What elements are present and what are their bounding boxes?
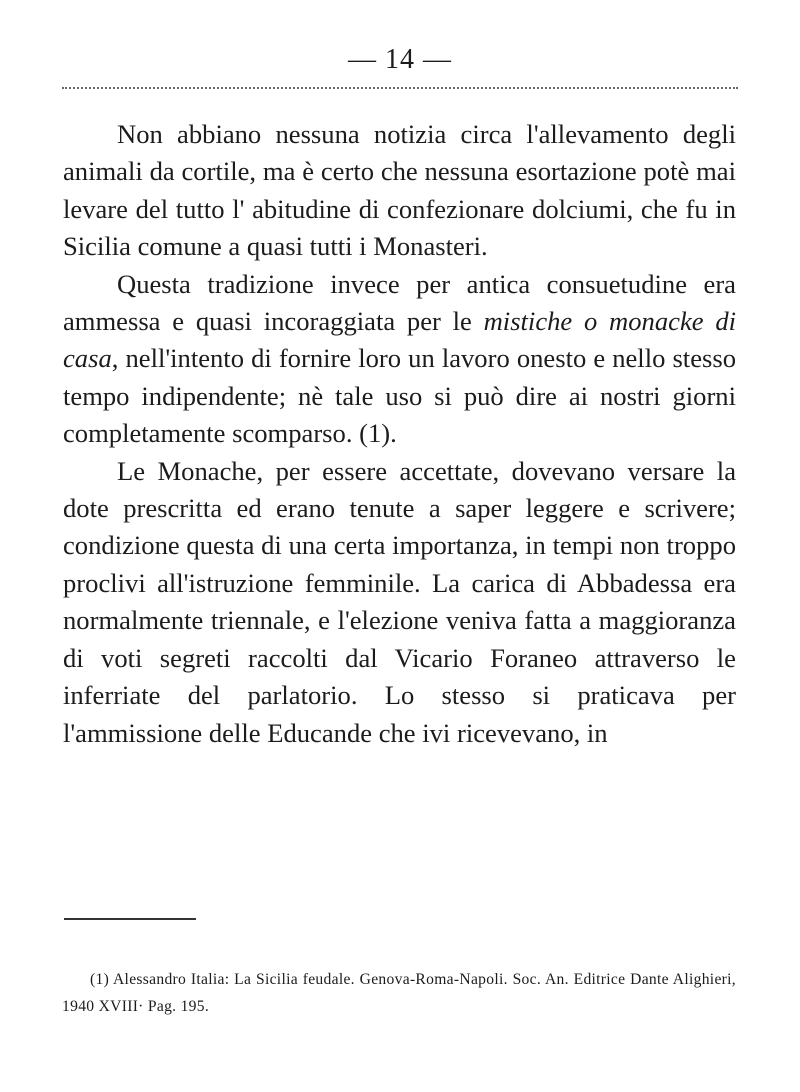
footnote-rule bbox=[64, 918, 196, 920]
page-number: — 14 — bbox=[348, 44, 452, 75]
body-text bbox=[63, 116, 736, 752]
header-dotted-rule bbox=[62, 87, 738, 89]
paragraph-2 bbox=[63, 266, 736, 453]
footnote-text: (1) Alessandro Italia: La Sicilia feudale. Genova-Roma-Napoli. Soc. An. Editrice Dante Alighieri, 1940 XVIII· Pag. 195. bbox=[62, 971, 736, 1015]
paragraph-3: Le Monache, per essere accettate, dovevano versare la dote prescritta ed erano tenute a saper leggere e scrivere; condizione questa di una certa importanza, in tempi non troppo proclivi all'istruzione femminile. La carica di Abbadessa era normalmente triennale, e l'elezione veniva fatta a maggioranza di voti segreti raccolti dal Vicario Foraneo attraverso le inferriate del parlatorio. Lo stesso si praticava per l'ammissione delle Educande che ivi ricevevano, in bbox=[63, 455, 736, 748]
paragraph-2-italic-phrase: mistiche o monacke di casa bbox=[63, 306, 737, 374]
paragraph-2-text-start: Questa tradizione invece per antica consuetudine era ammessa e quasi incoraggiata per le bbox=[63, 268, 736, 337]
footnote bbox=[62, 966, 736, 1020]
paragraph-1: Non abbiano nessuna notizia circa l'allevamento degli animali da cortile, ma è certo che nessuna esortazione potè mai levare del tutto l' abitudine di confezionare dolciumi, che fu in Sicilia comune a quasi tutti i Monasteri. bbox=[63, 119, 736, 262]
paragraph-2-text-end: , nell'intento di fornire loro un lavoro onesto e nello stesso tempo indipendente; nè tale uso si può dire ai nostri giorni completamente scomparso. (1). bbox=[63, 343, 736, 449]
